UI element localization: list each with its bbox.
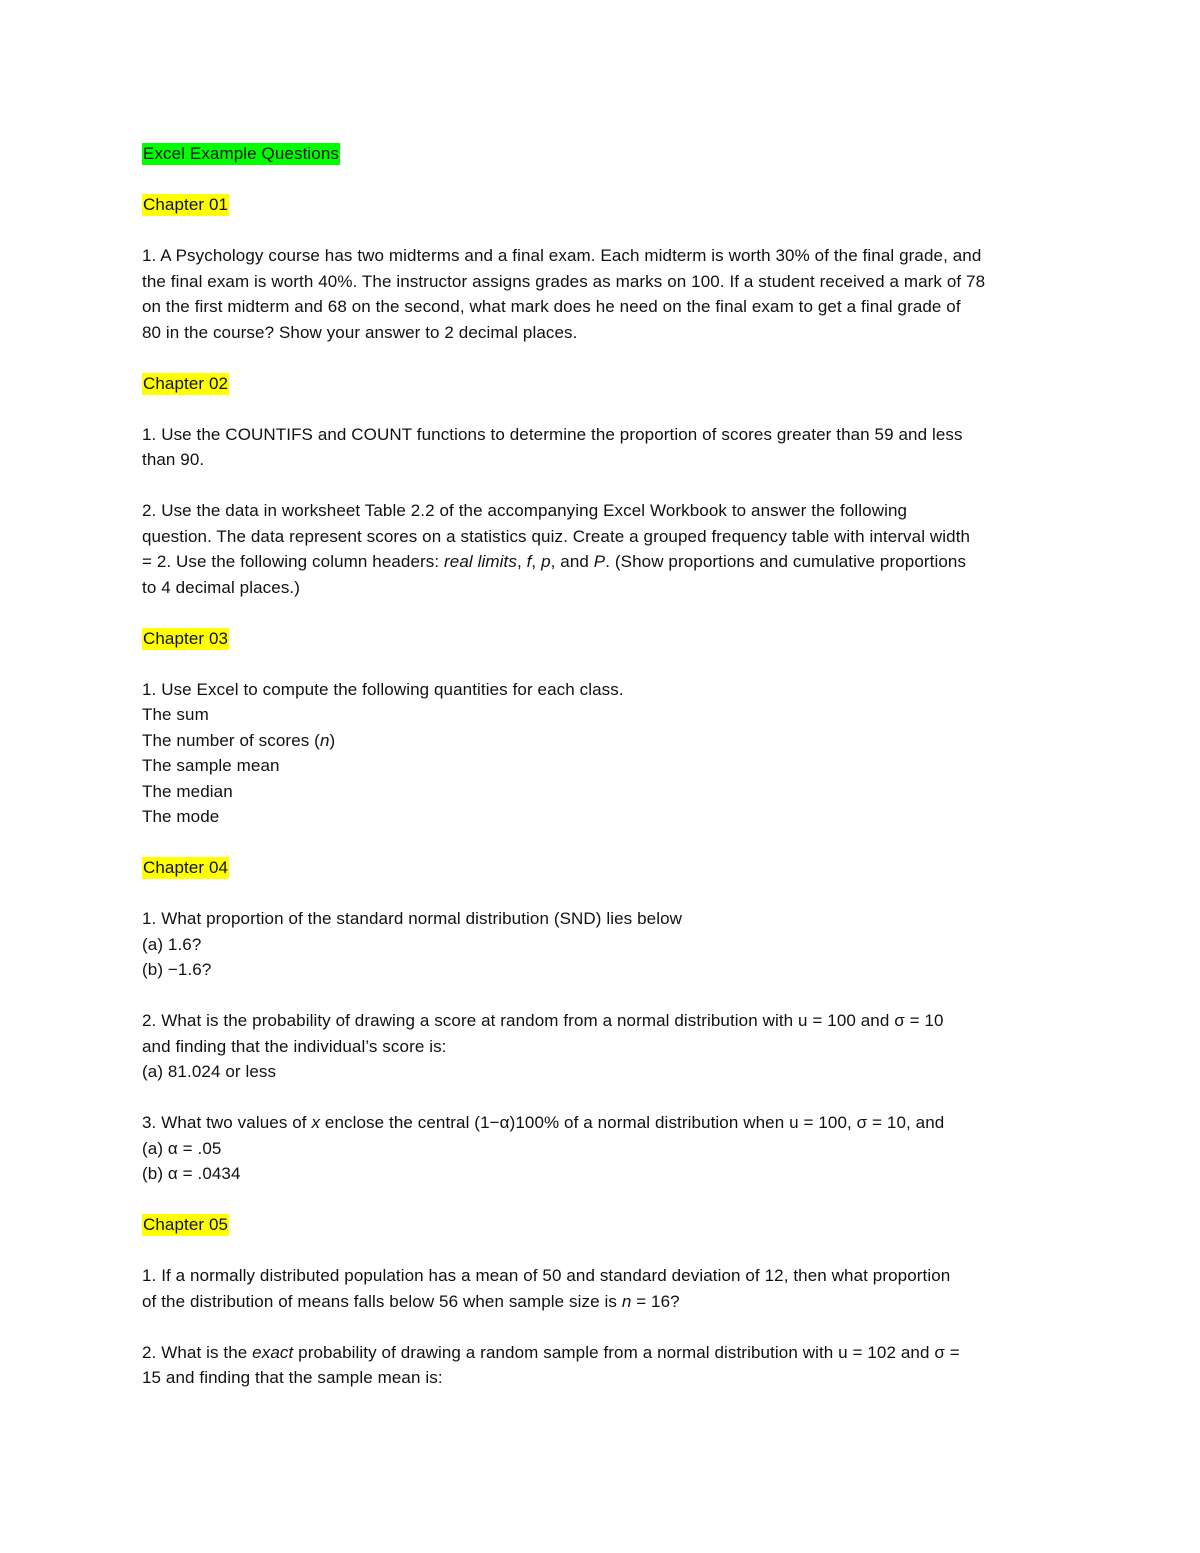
text-run: = 2. Use the following column headers: [142, 552, 445, 571]
chapter-02-question-2 [142, 498, 1072, 600]
document-page [142, 141, 1072, 1416]
document-title [142, 141, 1072, 167]
list-item: The mode [142, 807, 220, 826]
italic-run: p [541, 552, 551, 571]
list-item: The sample mean [142, 756, 280, 775]
chapter-01-heading [142, 192, 1072, 218]
chapter-01-question-1 [142, 243, 1072, 345]
list-item [142, 728, 1072, 754]
chapter-heading-text: Chapter 02 [143, 373, 229, 393]
question-line: 1. What proportion of the standard normal distribution (SND) lies below [142, 909, 683, 928]
chapter-04-heading [142, 855, 1072, 881]
question-line [142, 1110, 1072, 1136]
chapter-04-question-1 [142, 906, 1072, 983]
question-line: and finding that the individual’s score is: [142, 1036, 447, 1056]
question-line: 2. Use the data in worksheet Table 2.2 of the accompanying Excel Workbook to answer the following [142, 501, 908, 520]
chapter-03-question-1 [142, 677, 1072, 830]
italic-run: n [621, 1291, 632, 1311]
text-run: ) [329, 730, 336, 750]
text-run: , and [550, 552, 594, 571]
chapter-03-heading [142, 626, 1072, 652]
question-line: than 90. [142, 450, 205, 469]
question-line: (a) α = .05 [142, 1138, 222, 1158]
chapter-05-heading [142, 1212, 1072, 1238]
chapter-heading-text: Chapter 01 [143, 195, 229, 214]
question-line: (b) −1.6? [142, 960, 212, 979]
text-run: 3. What two values of [142, 1113, 312, 1132]
chapter-05-question-2 [142, 1340, 1072, 1391]
question-line: 80 in the course? Show your answer to 2 decimal places. [142, 322, 578, 342]
question-line: on the first midterm and 68 on the second, what mark does he need on the final exam to get a final grade of [142, 297, 961, 316]
question-line: the final exam is worth 40%. The instructor assigns grades as marks on 100. If a student received a mark of 78 [142, 271, 986, 291]
document-title-text: Excel Example Questions [143, 144, 339, 163]
question-line: to 4 decimal places.) [142, 577, 301, 597]
question-line: 1. Use the COUNTIFS and COUNT functions to determine the proportion of scores greater than 59 and less [142, 424, 963, 444]
italic-run: P [593, 552, 606, 571]
chapter-05-question-1 [142, 1263, 1072, 1314]
chapter-04-question-3 [142, 1110, 1072, 1187]
italic-run: n [319, 730, 330, 750]
text-run: , [531, 552, 542, 571]
chapter-heading-text: Chapter 04 [143, 858, 229, 877]
text-run: of the distribution of means falls below 56 when sample size is [142, 1291, 622, 1311]
text-run: The number of scores ( [142, 730, 320, 750]
chapter-02-question-1 [142, 422, 1072, 473]
list-item: The median [142, 781, 233, 801]
question-line: 1. If a normally distributed population has a mean of 50 and standard deviation of 12, then what proportion [142, 1266, 951, 1285]
text-run: 2. What is the [142, 1342, 253, 1362]
text-run: = 16? [631, 1291, 680, 1311]
question-line: 15 and finding that the sample mean is: [142, 1368, 443, 1387]
italic-run: real limits [444, 552, 517, 571]
question-line [142, 1289, 1072, 1315]
chapter-02-heading [142, 371, 1072, 397]
italic-run: exact [252, 1342, 294, 1362]
question-line [142, 549, 1072, 575]
question-line: (a) 1.6? [142, 934, 202, 954]
question-line: (b) α = .0434 [142, 1164, 241, 1183]
italic-run: f [526, 552, 532, 571]
text-run: probability of drawing a random sample from a normal distribution with u = 102 and σ = [293, 1342, 960, 1362]
text-run: , [516, 552, 527, 571]
chapter-04-question-2 [142, 1008, 1072, 1085]
question-line: 1. Use Excel to compute the following quantities for each class. [142, 679, 624, 699]
chapter-heading-text: Chapter 05 [143, 1215, 229, 1234]
question-line: question. The data represent scores on a statistics quiz. Create a grouped frequency table with interval width [142, 526, 971, 546]
question-line: 2. What is the probability of drawing a score at random from a normal distribution with u = 100 and σ = 10 [142, 1011, 944, 1030]
chapter-heading-text: Chapter 03 [143, 628, 229, 648]
question-line [142, 1340, 1072, 1366]
question-line: (a) 81.024 or less [142, 1062, 277, 1081]
italic-run: x [311, 1113, 321, 1132]
text-run: enclose the central (1−α)100% of a normal distribution when u = 100, σ = 10, and [320, 1113, 945, 1132]
question-line: 1. A Psychology course has two midterms and a final exam. Each midterm is worth 30% of the final grade, and [142, 246, 982, 265]
list-item: The sum [142, 705, 209, 724]
text-run: . (Show proportions and cumulative proportions [605, 552, 967, 571]
